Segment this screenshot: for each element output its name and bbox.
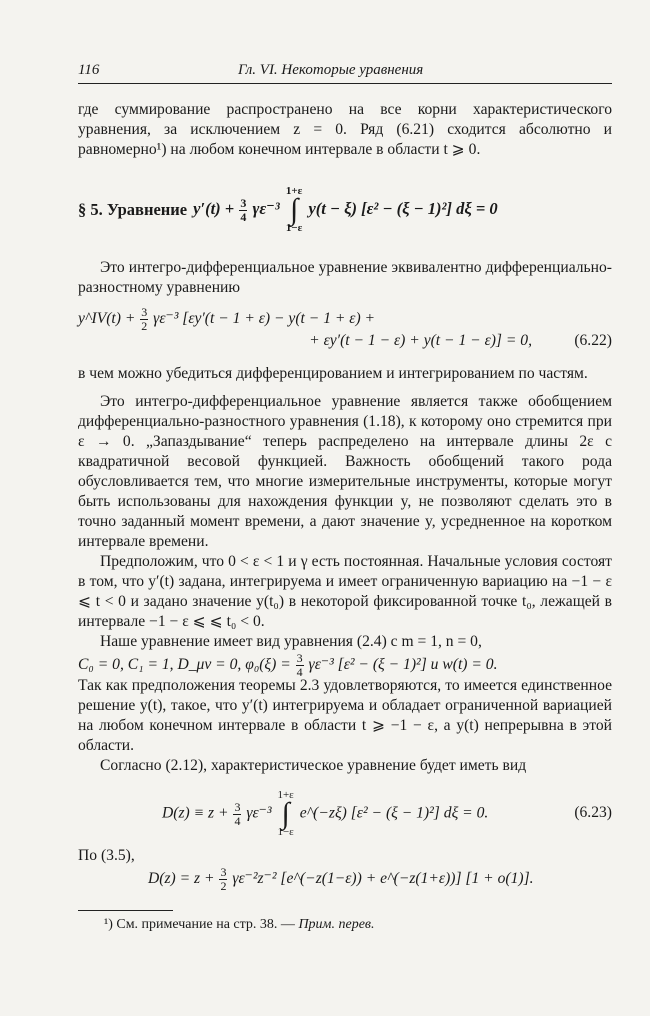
footnote: ¹) См. примечание на стр. 38. — Прим. перев. xyxy=(104,917,375,932)
paragraph-2: Это интегро-дифференциальное уравнение эквивалентно дифференциально-разностному уравнению xyxy=(78,259,612,296)
paragraph-1: где суммирование распространено на все корни характеристического уравнения, за исключением z = 0. Ряд (6.21) сходится абсолютно и равномерно¹) на любом конечном интервале в области t ⩾ 0. xyxy=(78,101,612,158)
paragraph-7: Согласно (2.12), характеристическое уравнение будет иметь вид xyxy=(100,757,527,774)
section-formula: y′(t) + $\frac{3}{4}$ γε⁻³ 1+ε ∫ 1−ε y(t − ξ) [ε² − (ξ − 1)²] dξ = 0 xyxy=(193,185,498,234)
equation-6-22-line2: + εy′(t − 1 − ε) + y(t − 1 − ε)] = 0, (6.22) xyxy=(309,332,612,349)
fraction: $\frac{3}{2}$ xyxy=(141,305,148,333)
paragraph-8: По (3.5), xyxy=(78,847,135,864)
fraction: $\frac{3}{2}$ xyxy=(220,865,227,893)
running-header xyxy=(78,62,612,84)
integral-sign: 1+ε ∫ 1−ε xyxy=(285,185,303,234)
paragraph-6a: Наше уравнение имеет вид уравнения (2.4) с m = 1, n = 0, xyxy=(100,633,482,650)
section-heading xyxy=(78,186,612,234)
equation-6-22-line1: y^IV(t) + $\frac{3}{2}$ γε⁻³ [εy′(t − 1 + ε) − y(t − 1 + ε) + xyxy=(78,305,376,333)
paragraph-4: Это интегро-дифференциальное уравнение является также обобщением дифференциально-разностного уравнения (1.18), к которому оно стремится при ε → 0. „Запаздывание“ теперь распределено на интервале длины 2ε с квадратичной весовой функцией. Важность обобщений такого рода обусловливается тем, что многие измерительные инструменты, которые могут быть использованы для нахождения функции y, не позволяют сделать это в точно заданный момент времени, а дают значение y, усредненное на коротком интервале времени. xyxy=(78,393,612,550)
book-page xyxy=(78,62,612,933)
equation-number: (6.22) xyxy=(574,332,612,349)
equation-number: (6.23) xyxy=(574,804,612,821)
fraction: $\frac{3}{4}$ xyxy=(296,651,303,679)
equation-6-23: D(z) ≡ z + $\frac{3}{4}$ γε⁻³ 1+ε ∫ 1−ε e^(−zξ) [ε² − (ξ − 1)²] dξ = 0. (6.23) xyxy=(162,789,612,838)
paragraph-6b: C₀ = 0, C₁ = 1, D_μν = 0, φ₀(ξ) = $\frac{3}{4}$ γε⁻³ [ε² − (ξ − 1)²] и w(t) = 0. xyxy=(78,651,498,679)
equation-last: D(z) = z + $\frac{3}{2}$ γε⁻²z⁻² [e^(−z(1−ε)) + e^(−z(1+ε))] [1 + o(1)]. xyxy=(148,865,534,893)
paragraph-5: Предположим, что 0 < ε < 1 и γ есть постоянная. Начальные условия состоят в том, что y′(t) задана, интегрируема и имеет ограниченную вариацию на −1 − ε ⩽ t < 0 и задано значение y(t₀) в некоторой фиксированной точке t₀, лежащей в интервале −1 − ε ⩽ ⩽ t₀ < 0. xyxy=(78,553,612,630)
paragraph-6c: Так как предположения теоремы 2.3 удовлетворяются, то имеется единственное решение y(t), такое, что y′(t) интегрируема и обладает ограниченной вариацией на любом конечном интервале в области t ⩾ −1 − ε, а y(t) непрерывна в этой области. xyxy=(78,677,612,754)
integral-sign: 1+ε ∫ 1−ε xyxy=(277,789,294,838)
footnote-rule xyxy=(78,910,173,911)
running-title: Гл. VI. Некоторые уравнения xyxy=(238,62,424,78)
fraction: $\frac{3}{4}$ xyxy=(240,195,247,224)
fraction: $\frac{3}{4}$ xyxy=(234,799,241,828)
section-label: § 5. Уравнение xyxy=(78,200,188,219)
paragraph-3: в чем можно убедиться дифференцированием и интегрированием по частям. xyxy=(78,365,588,382)
page-number: 116 xyxy=(78,62,100,78)
